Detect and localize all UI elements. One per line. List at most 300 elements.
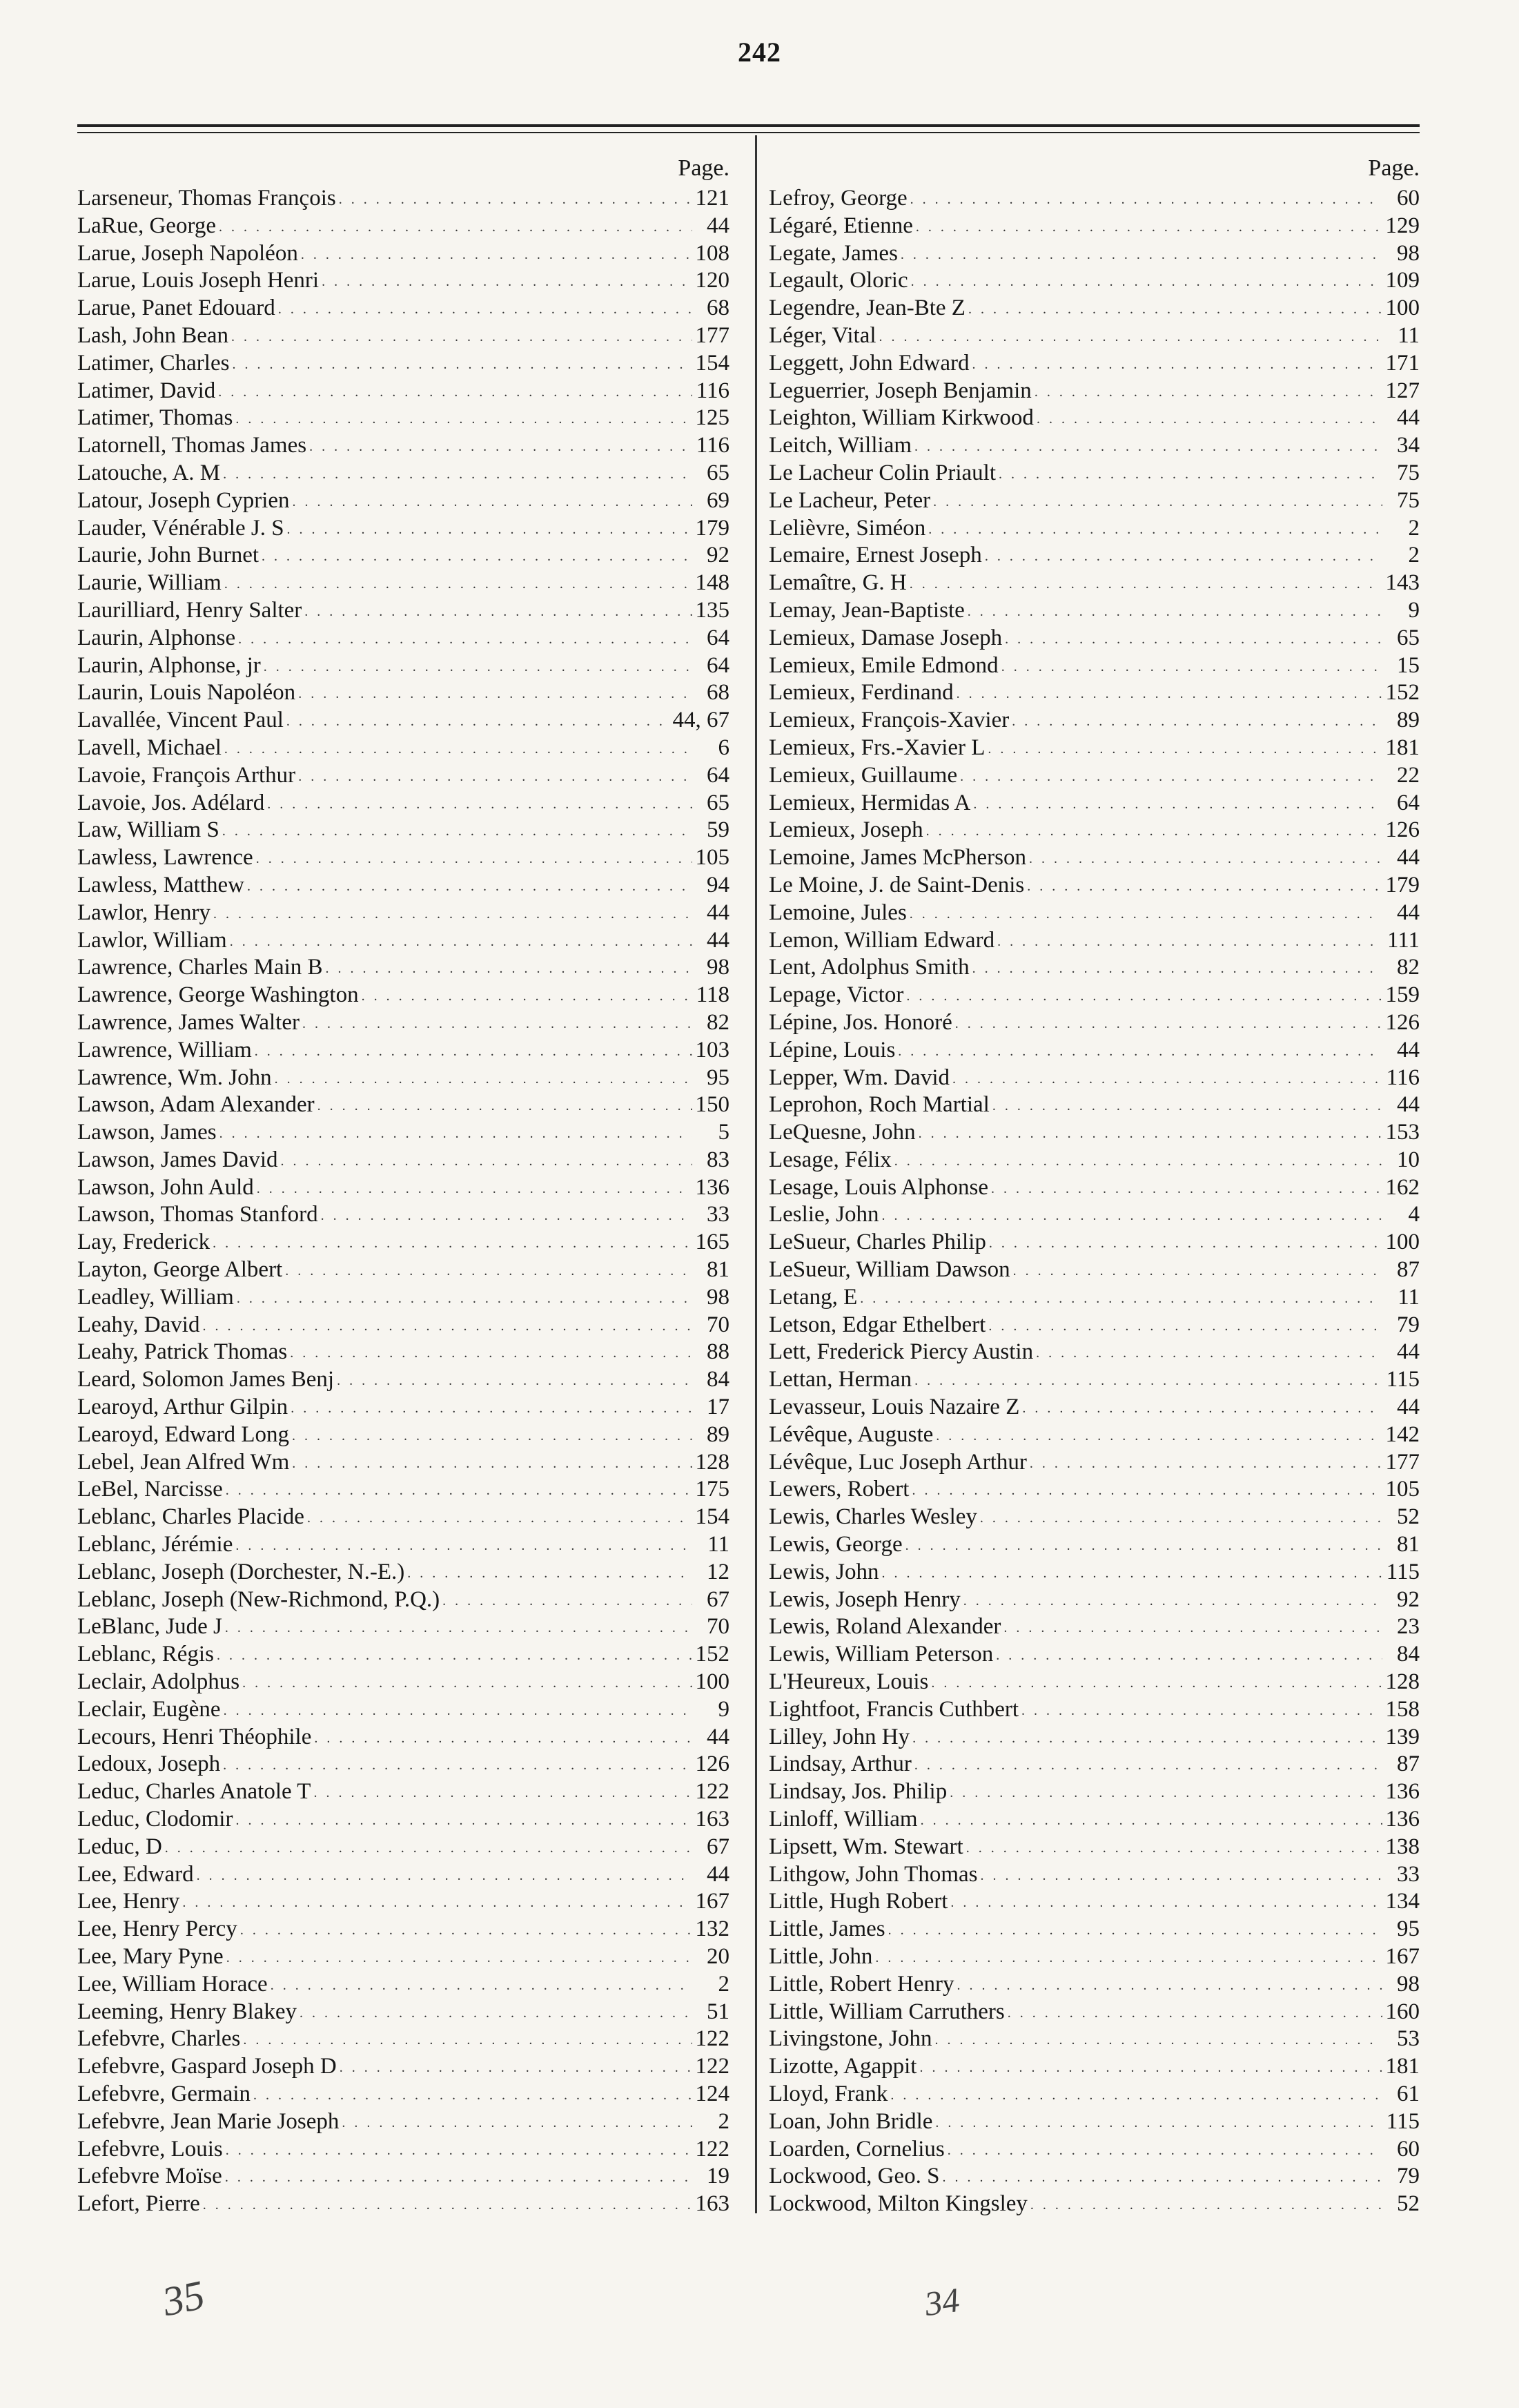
dot-leader: [1037, 406, 1382, 432]
entry-name: Leprohon, Roch Martial: [769, 1092, 990, 1118]
index-entry: [77, 900, 729, 927]
entry-name: Little, Hugh Robert: [769, 1889, 948, 1914]
entry-page: 103: [695, 1037, 729, 1062]
entry-name: Leslie, John: [769, 1202, 879, 1227]
entry-name: LeSueur, William Dawson: [769, 1257, 1010, 1283]
index-entry: [769, 1174, 1420, 1202]
entry-name: Lawson, John Auld: [77, 1174, 254, 1200]
index-entry: [77, 872, 729, 900]
dot-leader: [298, 681, 692, 707]
entry-name: Latimer, Thomas: [77, 405, 233, 431]
entry-list-right: [769, 185, 1420, 2218]
entry-name: Lefebvre, Jean Marie Joseph: [77, 2108, 340, 2134]
index-entry: [77, 1613, 729, 1641]
entry-page: 6: [718, 735, 729, 760]
index-entry: [769, 679, 1420, 707]
dot-leader: [322, 269, 692, 295]
index-entry: [77, 1586, 729, 1614]
entry-name: Lavoie, Jos. Adélard: [77, 790, 265, 815]
entry-page: 95: [1397, 1916, 1420, 1942]
entry-name: Lavoie, François Arthur: [77, 762, 296, 788]
dot-leader: [980, 1505, 1382, 1531]
entry-name: Laurilliard, Henry Salter: [77, 597, 302, 623]
index-entry: [769, 982, 1420, 1009]
index-entry: [769, 570, 1420, 597]
entry-page: 95: [707, 1065, 729, 1090]
entry-page: 160: [1385, 1999, 1420, 2024]
entry-page: 19: [707, 2164, 729, 2189]
entry-page: 126: [695, 1751, 729, 1777]
entry-name: Leighton, William Kirkwood: [769, 405, 1034, 431]
entry-page: 84: [1397, 1642, 1420, 1667]
entry-name: Letang, E: [769, 1284, 858, 1310]
dot-leader: [235, 406, 692, 432]
index-entry: [769, 405, 1420, 432]
index-entry: [769, 900, 1420, 927]
index-entry: [77, 817, 729, 844]
entry-page: 154: [695, 350, 729, 376]
dot-leader: [901, 242, 1382, 268]
dot-leader: [286, 708, 670, 735]
index-entry: [769, 515, 1420, 543]
entry-page: 89: [707, 1421, 729, 1447]
dot-leader: [914, 1368, 1382, 1394]
dot-leader: [203, 2192, 692, 2218]
dot-leader: [890, 2082, 1382, 2108]
entry-name: Lloyd, Frank: [769, 2081, 888, 2106]
entry-name: Laurie, John Burnet: [77, 543, 259, 568]
entry-page: 10: [1397, 1147, 1420, 1172]
dot-leader: [955, 1011, 1382, 1037]
entry-name: Lavell, Michael: [77, 735, 222, 760]
entry-name: Lecours, Henri Théophile: [77, 1724, 312, 1749]
index-entry: [77, 1449, 729, 1477]
entry-page: 11: [1398, 322, 1420, 348]
index-entry: [77, 1971, 729, 1999]
entry-page: 126: [1385, 817, 1420, 843]
entry-page: 129: [1385, 213, 1420, 238]
entry-name: Latornell, Thomas James: [77, 433, 307, 458]
dot-leader: [881, 1203, 1382, 1229]
dot-leader: [919, 1120, 1382, 1147]
entry-page: 44: [707, 1861, 729, 1887]
entry-page: 136: [1385, 1807, 1420, 1832]
entry-page: 33: [1397, 1861, 1420, 1887]
entry-name: Larseneur, Thomas François: [77, 186, 336, 211]
entry-name: Lavallée, Vincent Paul: [77, 708, 284, 733]
header-rule-thin: [77, 132, 1420, 133]
index-entry: [769, 597, 1420, 625]
index-entry: [769, 652, 1420, 680]
index-entry: [77, 1201, 729, 1229]
entry-page: 44: [1397, 1339, 1420, 1365]
entry-page: 163: [695, 2191, 729, 2217]
index-entry: [769, 872, 1420, 900]
entry-page: 15: [1397, 652, 1420, 678]
index-entry: [77, 267, 729, 295]
entry-page: 179: [1385, 872, 1420, 897]
dot-leader: [442, 1588, 692, 1614]
entry-name: Laurin, Alphonse, jr: [77, 652, 261, 678]
dot-leader: [285, 1258, 692, 1284]
dot-leader: [226, 2137, 692, 2164]
entry-page: 94: [707, 872, 729, 897]
entry-name: Letson, Edgar Ethelbert: [769, 1312, 986, 1337]
dot-leader: [931, 1670, 1382, 1696]
index-entry: [769, 1366, 1420, 1394]
dot-leader: [875, 1945, 1382, 1971]
index-entry: [77, 735, 729, 762]
index-entry: [77, 625, 729, 652]
dot-leader: [247, 873, 692, 900]
entry-name: Leblanc, Jérémie: [77, 1532, 233, 1557]
dot-leader: [238, 626, 692, 652]
entry-name: Lewis, Joseph Henry: [769, 1586, 961, 1612]
entry-name: Lawlor, William: [77, 927, 227, 953]
index-entry: [77, 1147, 729, 1174]
entry-page: 2: [1408, 515, 1420, 541]
entry-name: Little, John: [769, 1944, 873, 1969]
entry-page: 61: [1397, 2081, 1420, 2106]
index-entry: [77, 1256, 729, 1284]
entry-page: 165: [695, 1230, 729, 1255]
dot-leader: [224, 736, 692, 762]
index-entry: [769, 295, 1420, 322]
index-entry: [769, 1394, 1420, 1421]
dot-leader: [985, 543, 1382, 570]
entry-page: 34: [1397, 433, 1420, 458]
entry-name: Lauder, Vénérable J. S: [77, 515, 284, 541]
index-entry: [769, 2191, 1420, 2218]
entry-name: Le Lacheur, Peter: [769, 487, 931, 513]
entry-name: Lash, John Bean: [77, 322, 229, 348]
index-entry: [769, 1971, 1420, 1999]
index-entry: [769, 954, 1420, 982]
entry-page: 44, 67: [672, 708, 729, 733]
dot-leader: [933, 489, 1382, 515]
entry-page: 44: [1397, 1037, 1420, 1062]
entry-name: Lilley, John Hy: [769, 1724, 910, 1749]
index-entry: [77, 954, 729, 982]
dot-leader: [860, 1285, 1382, 1312]
index-entry: [77, 1119, 729, 1147]
index-entry: [769, 1999, 1420, 2026]
entry-page: 2: [1408, 543, 1420, 568]
entry-name: Latimer, David: [77, 378, 216, 403]
entry-page: 135: [695, 597, 729, 623]
dot-leader: [278, 296, 692, 322]
entry-page: 115: [1386, 2108, 1420, 2134]
entry-name: Leard, Solomon James Benj: [77, 1367, 335, 1392]
index-entry: [77, 1476, 729, 1504]
entry-name: Livingstone, John: [769, 2026, 932, 2052]
entry-page: 139: [1385, 1724, 1420, 1749]
dot-leader: [988, 1313, 1382, 1339]
index-entry: [77, 762, 729, 790]
dot-leader: [226, 1477, 692, 1504]
dot-leader: [1012, 708, 1382, 735]
index-entry: [769, 487, 1420, 515]
entry-page: 22: [1397, 762, 1420, 788]
index-entry: [769, 378, 1420, 405]
entry-name: Lee, Mary Pyne: [77, 1944, 224, 1969]
entry-name: Laurin, Louis Napoléon: [77, 680, 296, 706]
index-entry: [769, 1724, 1420, 1751]
index-entry: [77, 542, 729, 570]
entry-name: LeQuesne, John: [769, 1120, 916, 1145]
dot-leader: [912, 1725, 1382, 1751]
index-entry: [77, 213, 729, 240]
entry-page: 111: [1386, 927, 1420, 953]
dot-leader: [966, 1835, 1382, 1861]
entry-name: LeBlanc, Jude J: [77, 1614, 222, 1640]
entry-page: 11: [707, 1532, 729, 1557]
index-entry: [769, 790, 1420, 817]
entry-name: Lockwood, Geo. S: [769, 2164, 940, 2189]
dot-leader: [882, 1560, 1383, 1586]
entry-name: Lee, Edward: [77, 1861, 194, 1887]
entry-page: 98: [1397, 1971, 1420, 1997]
entry-page: 81: [707, 1257, 729, 1283]
index-entry: [769, 1696, 1420, 1724]
dot-leader: [362, 983, 692, 1009]
entry-name: Lawrence, William: [77, 1037, 252, 1062]
entry-page: 67: [707, 1586, 729, 1612]
entry-page: 181: [1385, 2054, 1420, 2079]
dot-leader: [911, 269, 1382, 295]
entry-page: 122: [695, 1779, 729, 1805]
entry-name: Larue, Louis Joseph Henri: [77, 268, 320, 293]
entry-page: 118: [696, 982, 729, 1008]
entry-name: Little, William Carruthers: [769, 1999, 1005, 2024]
entry-page: 121: [695, 186, 729, 211]
dot-leader: [919, 2055, 1382, 2081]
entry-name: Lépine, Jos. Honoré: [769, 1009, 952, 1035]
entry-name: Lefort, Pierre: [77, 2191, 200, 2217]
entry-name: Lemon, William Edward: [769, 927, 995, 953]
entry-page: 98: [707, 955, 729, 980]
dot-leader: [968, 296, 1382, 322]
entry-page: 109: [1385, 268, 1420, 293]
entry-page: 152: [1385, 680, 1420, 706]
dot-leader: [1021, 1698, 1382, 1724]
entry-page: 2: [718, 1971, 729, 1997]
entry-page: 89: [1397, 708, 1420, 733]
entry-page: 4: [1408, 1202, 1420, 1227]
dot-leader: [300, 2000, 692, 2026]
index-entry: [769, 2053, 1420, 2081]
index-entry: [77, 185, 729, 213]
entry-page: 177: [695, 322, 729, 348]
dot-leader: [237, 1285, 692, 1312]
entry-name: Lee, Henry: [77, 1889, 180, 1914]
entry-name: L'Heureux, Louis: [769, 1669, 929, 1695]
entry-page: 87: [1397, 1257, 1420, 1283]
dot-leader: [271, 1972, 692, 1999]
entry-page: 75: [1397, 460, 1420, 485]
entry-name: Leggett, John Edward: [769, 350, 970, 376]
index-entry: [769, 707, 1420, 735]
index-entry: [77, 1065, 729, 1092]
index-entry: [77, 1778, 729, 1806]
dot-leader: [314, 1725, 692, 1751]
dot-leader: [292, 1423, 692, 1449]
page-column-heading: Page.: [678, 155, 729, 181]
entry-name: Lemoine, Jules: [769, 900, 907, 925]
index-entry: [769, 1339, 1420, 1366]
dot-leader: [888, 1917, 1382, 1943]
entry-name: Legate, James: [769, 240, 898, 266]
dot-leader: [340, 2055, 692, 2081]
entry-page: 100: [695, 1669, 729, 1695]
dot-leader: [948, 2137, 1382, 2164]
dot-leader: [910, 186, 1382, 213]
index-entry: [769, 1641, 1420, 1669]
index-entry: [769, 1861, 1420, 1889]
entry-name: Latimer, Charles: [77, 350, 230, 376]
entry-page: 108: [695, 240, 729, 266]
dot-leader: [339, 186, 692, 213]
dot-leader: [921, 1807, 1382, 1834]
index-entry: [77, 1421, 729, 1449]
entry-name: Law, William S: [77, 817, 219, 843]
entry-name: Lefebvre, Germain: [77, 2081, 251, 2106]
dot-leader: [981, 1863, 1383, 1889]
dot-leader: [222, 818, 692, 844]
entry-page: 150: [695, 1092, 729, 1118]
entry-name: Linloff, William: [769, 1807, 918, 1832]
index-entry: [769, 432, 1420, 460]
dot-leader: [912, 1477, 1382, 1504]
dot-leader: [292, 1450, 692, 1477]
entry-name: Lemieux, Joseph: [769, 817, 923, 843]
entry-name: Lemieux, Emile Edmond: [769, 652, 999, 678]
entry-page: 179: [695, 515, 729, 541]
index-entry: [769, 1778, 1420, 1806]
entry-name: Lawrence, Wm. John: [77, 1065, 272, 1090]
entry-page: 167: [695, 1889, 729, 1914]
entry-page: 64: [707, 652, 729, 678]
index-entry: [769, 213, 1420, 240]
index-entry: [77, 1861, 729, 1889]
dot-leader: [298, 764, 692, 790]
index-entry: [769, 240, 1420, 268]
entry-page: 68: [707, 295, 729, 321]
entry-name: LeSueur, Charles Philip: [769, 1230, 986, 1255]
index-entry: [769, 460, 1420, 487]
entry-name: Lee, William Horace: [77, 1971, 268, 1997]
index-entry: [769, 735, 1420, 762]
index-entry: [77, 1531, 729, 1559]
dot-leader: [992, 1093, 1382, 1119]
entry-name: Lawlor, Henry: [77, 900, 210, 925]
dot-leader: [240, 1917, 692, 1943]
dot-leader: [999, 461, 1382, 487]
index-entry: [769, 625, 1420, 652]
dot-leader: [226, 1945, 692, 1971]
index-entry: [769, 1201, 1420, 1229]
entry-page: 81: [1397, 1532, 1420, 1557]
entry-name: Lizotte, Agappit: [769, 2054, 917, 2079]
entry-page: 53: [1397, 2026, 1420, 2052]
dot-leader: [973, 791, 1382, 817]
entry-name: Lemieux, François-Xavier: [769, 708, 1010, 733]
entry-page: 115: [1386, 1367, 1420, 1392]
entry-page: 70: [707, 1614, 729, 1640]
entry-name: Lightfoot, Francis Cuthbert: [769, 1696, 1019, 1722]
entry-page: 82: [1397, 955, 1420, 980]
index-entry: [769, 267, 1420, 295]
dot-leader: [231, 324, 692, 350]
dot-leader: [957, 1972, 1382, 1999]
entry-name: Lepage, Victor: [769, 982, 904, 1008]
entry-page: 100: [1385, 295, 1420, 321]
dot-leader: [165, 1835, 692, 1861]
index-entry: [769, 185, 1420, 213]
entry-name: Lemieux, Guillaume: [769, 762, 958, 788]
entry-page: 128: [1385, 1669, 1420, 1695]
entry-page: 75: [1397, 487, 1420, 513]
entry-page: 33: [707, 1202, 729, 1227]
entry-page: 92: [707, 543, 729, 568]
dot-leader: [202, 1313, 692, 1339]
index-entry: [769, 542, 1420, 570]
entry-name: Lett, Frederick Piercy Austin: [769, 1339, 1034, 1365]
index-entry: [77, 1999, 729, 2026]
entry-name: Lefroy, George: [769, 186, 908, 211]
entry-page: 127: [1385, 378, 1420, 403]
entry-page: 92: [1397, 1586, 1420, 1612]
index-entry: [77, 1284, 729, 1312]
dot-leader: [957, 681, 1382, 707]
entry-page: 126: [1385, 1009, 1420, 1035]
entry-page: 154: [695, 1504, 729, 1530]
entry-name: Lefebvre, Charles: [77, 2026, 241, 2052]
entry-name: Lesage, Félix: [769, 1147, 892, 1172]
index-entry: [769, 350, 1420, 378]
entry-name: Loarden, Cornelius: [769, 2136, 945, 2162]
entry-name: Lawson, Thomas Stanford: [77, 1202, 318, 1227]
dot-leader: [1003, 1615, 1382, 1641]
entry-page: 83: [707, 1147, 729, 1172]
entry-name: Lévêque, Luc Joseph Arthur: [769, 1449, 1027, 1475]
entry-page: 17: [707, 1395, 729, 1420]
index-entry: [769, 844, 1420, 872]
entry-name: Lindsay, Arthur: [769, 1751, 912, 1777]
entry-name: Lemaître, G. H: [769, 570, 907, 596]
entry-name: Lemieux, Hermidas A: [769, 790, 971, 815]
index-entry: [77, 2136, 729, 2164]
page-column-heading: Page.: [1368, 155, 1420, 181]
dot-leader: [1013, 1258, 1382, 1284]
entry-page: 44: [707, 213, 729, 238]
entry-name: Latouche, A. M: [77, 460, 221, 485]
entry-name: LaRue, George: [77, 213, 216, 238]
index-entry: [77, 1339, 729, 1366]
index-entry: [769, 1613, 1420, 1641]
index-entry: [769, 2163, 1420, 2191]
entry-page: 162: [1385, 1174, 1420, 1200]
index-entry: [769, 817, 1420, 844]
entry-page: 116: [696, 433, 729, 458]
dot-leader: [989, 1230, 1382, 1256]
index-entry: [77, 487, 729, 515]
entry-page: 79: [1397, 1312, 1420, 1337]
entry-page: 116: [1386, 1065, 1420, 1090]
entry-name: Lemaire, Ernest Joseph: [769, 543, 982, 568]
index-entry: [77, 1091, 729, 1119]
entry-page: 44: [1397, 845, 1420, 871]
